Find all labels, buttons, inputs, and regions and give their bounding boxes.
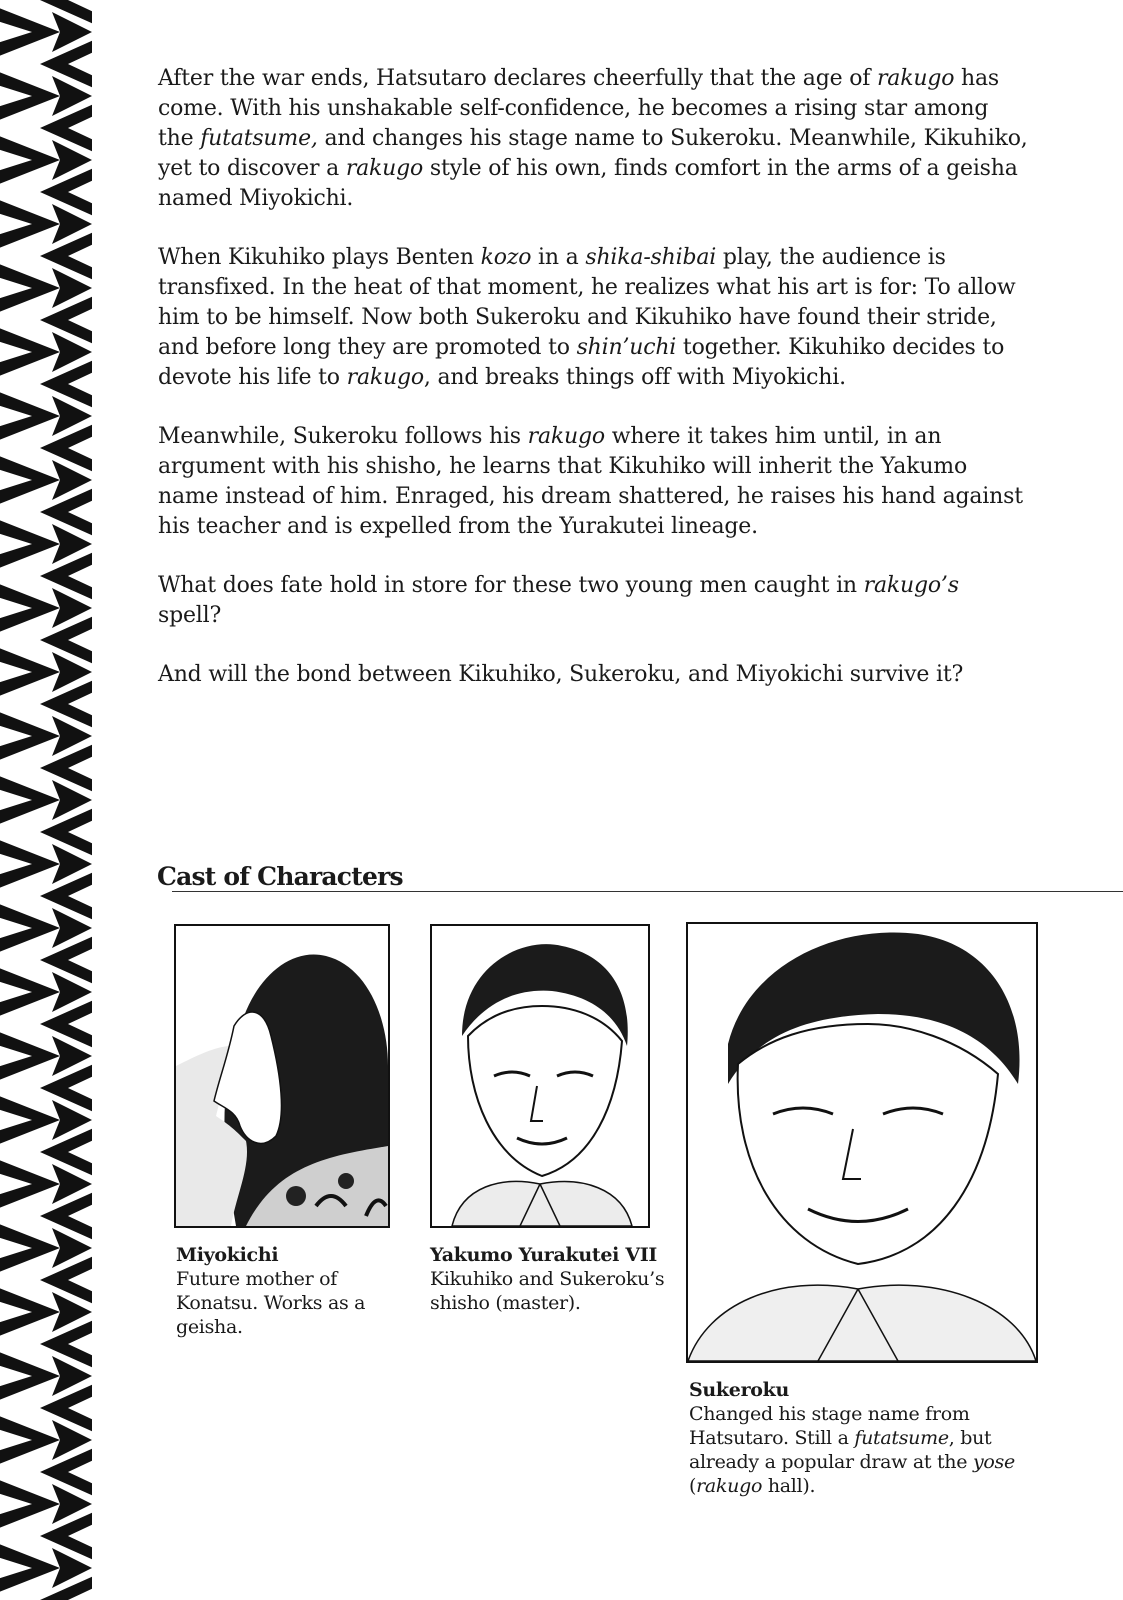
story-summary [158, 64, 1028, 719]
caption-miyokichi [176, 1243, 416, 1339]
portrait-miyokichi [174, 924, 390, 1228]
heading-rule [172, 891, 1123, 892]
caption-yakumo [430, 1243, 670, 1315]
zigzag-pattern-graphic [0, 0, 92, 1600]
summary-paragraph: What does fate hold in store for these two young men caught in rakugo’s spell? [158, 573, 959, 628]
summary-paragraph: When Kikuhiko plays Benten kozo in a shika-shibai play, the audience is transfixed. In the heat of that moment, he realizes what his art is for: To allow him to be himself. Now both Sukeroku and Kikuhiko have found their stride, and before long they are promoted to shin’uchi together. Kikuhiko decides to devote his life to rakugo, and breaks things off with Miyokichi. [158, 245, 1016, 390]
decorative-zigzag-border [0, 0, 92, 1600]
miyokichi-illustration [176, 926, 388, 1226]
caption-sukeroku [689, 1378, 1029, 1498]
summary-paragraph: And will the bond between Kikuhiko, Sukeroku, and Miyokichi survive it? [158, 662, 964, 687]
cast-heading: Cast of Characters [157, 862, 403, 891]
portrait-sukeroku [686, 922, 1038, 1363]
character-description: Kikuhiko and Sukeroku’s shisho (master). [430, 1268, 665, 1314]
character-description: Changed his stage name from Hatsutaro. Still a futatsume, but already a popular draw at the yose (rakugo hall). [689, 1403, 1015, 1497]
character-name: Miyokichi [176, 1244, 279, 1266]
character-name: Sukeroku [689, 1379, 790, 1401]
portrait-yakumo [430, 924, 650, 1228]
character-name: Yakumo Yurakutei VII [430, 1244, 658, 1266]
sukeroku-illustration [688, 924, 1036, 1361]
character-description: Future mother of Konatsu. Works as a geisha. [176, 1268, 366, 1338]
yakumo-illustration [432, 926, 648, 1226]
summary-paragraph: After the war ends, Hatsutaro declares cheerfully that the age of rakugo has come. With his unshakable self-confidence, he becomes a rising star among the futatsume, and changes his stage name to Sukeroku. Meanwhile, Kikuhiko, yet to discover a rakugo style of his own, finds comfort in the arms of a geisha named Miyokichi. [158, 66, 1028, 211]
summary-paragraph: Meanwhile, Sukeroku follows his rakugo where it takes him until, in an argument with his shisho, he learns that Kikuhiko will inherit the Yakumo name instead of him. Enraged, his dream shattered, he raises his hand against his teacher and is expelled from the Yurakutei lineage. [158, 424, 1023, 539]
